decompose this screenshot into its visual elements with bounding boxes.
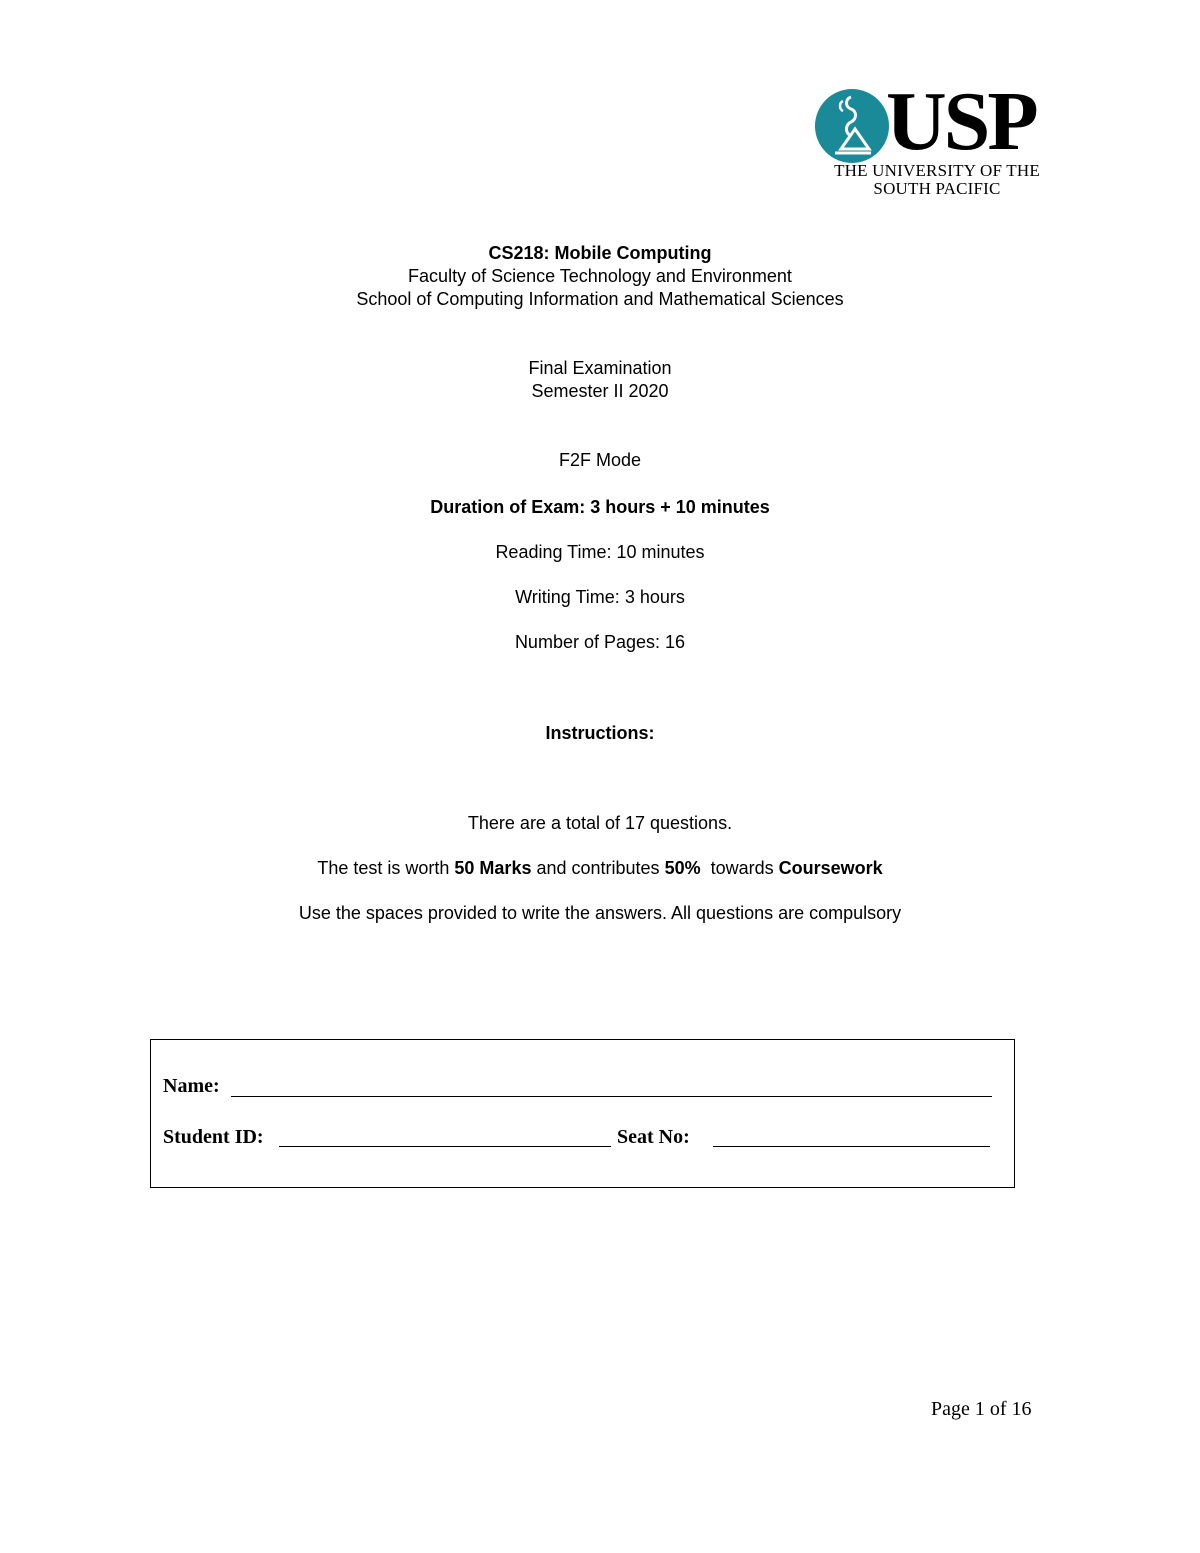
marks-value: 50 Marks (454, 858, 532, 878)
coursework-label: Coursework (778, 858, 883, 878)
student-id-label: Student ID: (163, 1126, 264, 1148)
instruction-total-questions: There are a total of 17 questions. (467, 813, 733, 833)
school-name: School of Computing Information and Mathematical Sciences (356, 289, 844, 309)
marks-text-2: and contributes (531, 858, 665, 878)
reading-time: Reading Time: 10 minutes (495, 542, 705, 562)
university-name-line1: THE UNIVERSITY OF THE (834, 161, 1040, 180)
exam-mode: F2F Mode (558, 450, 642, 470)
instructions-heading: Instructions: (545, 723, 655, 743)
university-name-line2: SOUTH PACIFIC (873, 179, 1001, 198)
page-count: Number of Pages: 16 (514, 632, 686, 652)
name-field[interactable] (231, 1096, 992, 1097)
percent-value: 50% (664, 858, 701, 878)
seat-no-field[interactable] (713, 1146, 990, 1147)
name-label: Name: (163, 1075, 220, 1097)
exam-duration: Duration of Exam: 3 hours + 10 minutes (430, 497, 770, 517)
university-logo (815, 75, 1060, 201)
usp-emblem-icon (815, 89, 889, 163)
seat-no-label: Seat No: (617, 1126, 690, 1148)
student-id-field[interactable] (279, 1146, 611, 1147)
instruction-compulsory: Use the spaces provided to write the answers. All questions are compulsory (298, 903, 902, 923)
student-info-box (150, 1039, 1015, 1188)
course-title: CS218: Mobile Computing (488, 243, 712, 263)
university-name (817, 162, 1057, 198)
faculty-name: Faculty of Science Technology and Environment (408, 266, 792, 286)
page-number: Page 1 of 16 (931, 1398, 1032, 1420)
marks-text-1: The test is worth (317, 858, 455, 878)
instruction-marks (0, 857, 1200, 879)
marks-text-3: towards (700, 858, 779, 878)
writing-time: Writing Time: 3 hours (515, 587, 685, 607)
exam-semester: Semester II 2020 (531, 381, 669, 401)
usp-wordmark: USP (886, 75, 1036, 168)
exam-type: Final Examination (528, 358, 672, 378)
